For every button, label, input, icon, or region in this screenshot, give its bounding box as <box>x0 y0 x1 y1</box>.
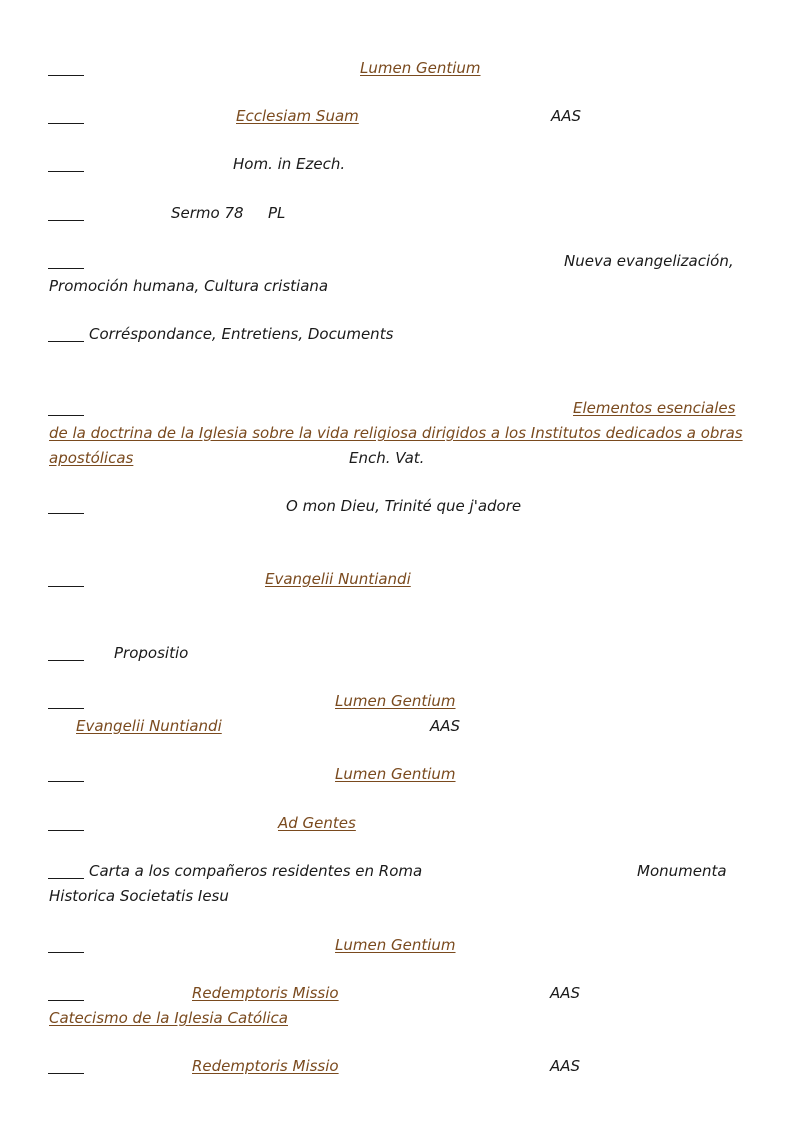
footnote-marker <box>48 415 84 416</box>
footnote-marker <box>48 513 84 514</box>
citation-title: Corréspondance, Entretiens, Documents <box>89 325 394 343</box>
citation-link[interactable]: Lumen Gentium <box>360 59 481 77</box>
citation-source: AAS <box>551 107 582 125</box>
citation-title: Propositio <box>114 644 189 662</box>
footnote-marker <box>48 708 84 709</box>
footnote-marker <box>48 781 84 782</box>
citation-source: AAS <box>550 984 581 1002</box>
footnote-marker <box>48 123 84 124</box>
citation-link[interactable]: Ad Gentes <box>278 814 356 832</box>
citation-link[interactable]: Lumen Gentium <box>335 936 456 954</box>
citation-title: O mon Dieu, Trinité que j'adore <box>286 497 522 515</box>
footnote-marker <box>48 1000 84 1001</box>
citation-link[interactable]: Elementos esenciales <box>573 399 736 417</box>
citation-title-continued: Promoción humana, Cultura cristiana <box>49 277 329 295</box>
footnote-marker <box>48 1073 84 1074</box>
footnote-marker <box>48 171 84 172</box>
citation-link[interactable]: Catecismo de la Iglesia Católica <box>49 1009 288 1027</box>
citation-title: Hom. in Ezech. <box>233 155 346 173</box>
citation-link[interactable]: Evangelii Nuntiandi <box>265 570 411 588</box>
footnote-marker <box>48 268 84 269</box>
citation-link[interactable]: Evangelii Nuntiandi <box>76 717 222 735</box>
footnote-marker <box>48 830 84 831</box>
citation-title: Carta a los compañeros residentes en Roma <box>89 862 423 880</box>
citation-link[interactable]: Redemptoris Missio <box>192 1057 339 1075</box>
citation-link[interactable]: Lumen Gentium <box>335 692 456 710</box>
citation-link[interactable]: Ecclesiam Suam <box>236 107 359 125</box>
footnote-marker <box>48 220 84 221</box>
citation-source: PL <box>268 204 286 222</box>
citation-source-continued: Historica Societatis Iesu <box>49 887 229 905</box>
footnote-marker <box>48 341 84 342</box>
citation-source: Ench. Vat. <box>349 449 425 467</box>
footnote-marker <box>48 75 84 76</box>
citation-source: Monumenta <box>637 862 727 880</box>
footnote-marker <box>48 952 84 953</box>
footnote-marker <box>48 586 84 587</box>
citation-source: AAS <box>430 717 461 735</box>
footnote-marker <box>48 660 84 661</box>
citation-link[interactable]: Lumen Gentium <box>335 765 456 783</box>
citation-title: Nueva evangelización, <box>564 252 734 270</box>
citation-link-continued[interactable]: apostólicas <box>49 449 134 467</box>
citation-link-continued[interactable]: de la doctrina de la Iglesia sobre la vida religiosa dirigidos a los Institutos dedicados a obras <box>49 424 743 442</box>
citation-link[interactable]: Redemptoris Missio <box>192 984 339 1002</box>
footnote-marker <box>48 878 84 879</box>
citation-source: AAS <box>550 1057 581 1075</box>
citation-title: Sermo 78 <box>171 204 244 222</box>
